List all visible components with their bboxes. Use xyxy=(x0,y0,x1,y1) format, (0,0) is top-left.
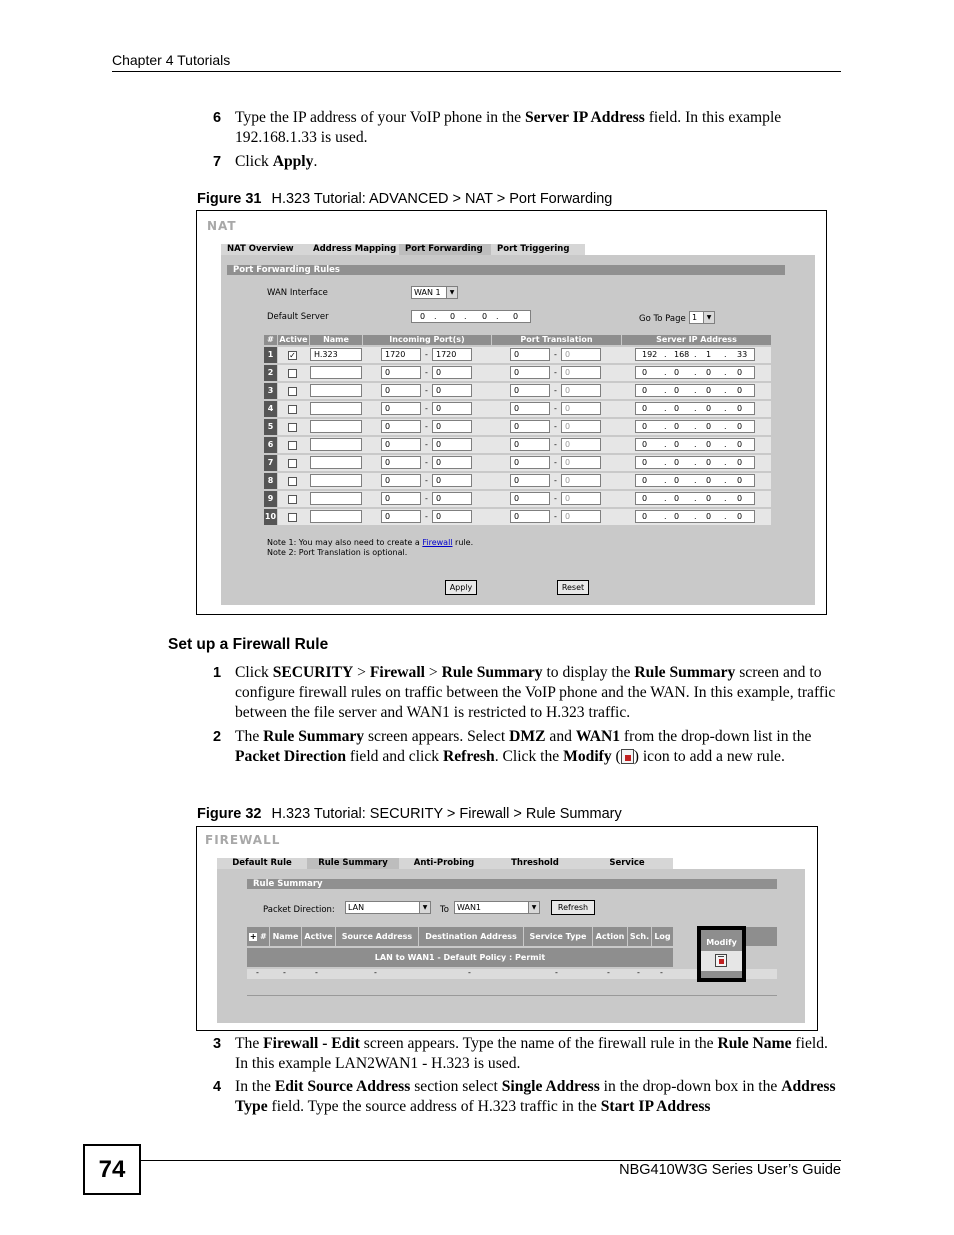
active-checkbox[interactable] xyxy=(288,495,297,504)
figure-title: H.323 Tutorial: SECURITY > Firewall > Rule Summary xyxy=(271,806,622,822)
modify-icon xyxy=(621,749,634,764)
empty-cell-dash: - xyxy=(374,968,377,977)
ip-octet: 0 xyxy=(706,440,712,449)
translation-end-port[interactable]: 0 xyxy=(561,402,601,415)
name-field[interactable] xyxy=(310,384,362,397)
translation-end-port[interactable]: 0 xyxy=(561,510,601,523)
translation-start-port[interactable]: 0 xyxy=(510,366,550,379)
row-number: 4 xyxy=(264,401,277,417)
range-dash: - xyxy=(425,512,428,521)
step-number: 3 xyxy=(213,1036,222,1052)
step-text: Click SECURITY > Firewall > Rule Summary to display the Rule Summary screen and to configure firewall rules on traffic between the VoIP phone and the WAN. In this example, traffic between the file server and WAN1 is restricted to H.323 traffic. xyxy=(235,664,836,721)
note-1-suffix: rule. xyxy=(452,538,474,547)
translation-end-port[interactable]: 0 xyxy=(561,492,601,505)
note-2: Note 2: Port Translation is optional. xyxy=(267,548,408,557)
ip-octet: 0 xyxy=(706,458,712,467)
ip-octet: 0 xyxy=(642,440,648,449)
step-text: The Rule Summary screen appears. Select DMZ and WAN1 from the drop-down list in the Packet Direction field and click Refresh. Click the Modify ( ) icon to add a new rule. xyxy=(235,728,812,765)
page-number: 74 xyxy=(83,1144,141,1195)
table-bottom-rule xyxy=(247,995,777,996)
go-to-page-label: Go To Page xyxy=(639,314,686,324)
figure-title: H.323 Tutorial: ADVANCED > NAT > Port Forwarding xyxy=(271,191,613,207)
incoming-start-port[interactable]: 0 xyxy=(381,366,421,379)
row-number: 7 xyxy=(264,455,277,471)
from-direction-value: LAN xyxy=(348,903,365,912)
range-dash: - xyxy=(425,458,428,467)
nat-tab-bar xyxy=(221,244,585,255)
server-ip-field[interactable]: 0 . 0 . 0 . 0 xyxy=(635,366,755,379)
ip-octet: 0 xyxy=(450,312,456,321)
range-dash: - xyxy=(425,422,428,431)
server-ip-field[interactable]: 0 . 0 . 0 . 0 xyxy=(635,384,755,397)
ip-octet: 168 xyxy=(674,350,690,359)
ip-octet: 0 xyxy=(674,404,680,413)
translation-start-port[interactable]: 0 xyxy=(510,510,550,523)
range-dash: - xyxy=(554,386,557,395)
active-checkbox[interactable] xyxy=(288,405,297,414)
range-dash: - xyxy=(425,350,428,359)
incoming-end-port[interactable]: 1720 xyxy=(432,348,472,361)
step-number: 4 xyxy=(213,1079,222,1095)
translation-end-port[interactable]: 0 xyxy=(561,348,601,361)
figure-31-caption xyxy=(197,191,612,207)
to-direction-select[interactable] xyxy=(454,901,540,914)
range-dash: - xyxy=(554,404,557,413)
row-number: 1 xyxy=(264,347,277,363)
ip-octet: 33 xyxy=(737,350,748,359)
range-dash: - xyxy=(425,368,428,377)
translation-start-port[interactable]: 0 xyxy=(510,420,550,433)
range-dash: - xyxy=(425,386,428,395)
active-checkbox[interactable] xyxy=(288,459,297,468)
server-ip-field[interactable]: 0 . 0 . 0 . 0 xyxy=(635,420,755,433)
incoming-start-port[interactable]: 0 xyxy=(381,438,421,451)
tab-anti-probing[interactable]: Anti-Probing xyxy=(413,858,475,868)
from-direction-select[interactable] xyxy=(345,901,431,914)
ip-octet: 0 xyxy=(706,512,712,521)
ip-octet: 0 xyxy=(642,494,648,503)
wan-interface-value: WAN 1 xyxy=(414,288,441,297)
empty-cell-dash: - xyxy=(637,968,640,977)
ip-octet: 0 xyxy=(706,404,712,413)
go-to-page-value: 1 xyxy=(692,313,698,322)
incoming-end-port[interactable]: 0 xyxy=(432,492,472,505)
row-number: 10 xyxy=(264,509,277,525)
col-source-address: Source Address xyxy=(336,927,418,946)
ip-octet: 0 xyxy=(706,494,712,503)
to-label: To xyxy=(440,905,449,915)
dropdown-arrow-icon: ▼ xyxy=(446,287,457,298)
range-dash: - xyxy=(554,422,557,431)
name-field[interactable] xyxy=(310,402,362,415)
wan-interface-label: WAN Interface xyxy=(267,288,328,298)
ip-octet: 0 xyxy=(706,476,712,485)
empty-cell-dash: - xyxy=(660,968,663,977)
note-1 xyxy=(267,538,473,547)
server-ip-field[interactable]: 0 . 0 . 0 . 0 xyxy=(635,402,755,415)
ip-octet: 0 xyxy=(737,440,743,449)
incoming-start-port[interactable]: 0 xyxy=(381,384,421,397)
col-number-label: # xyxy=(260,932,267,941)
ip-octet: 0 xyxy=(674,386,680,395)
note-1-text: Note 1: You may also need to create a xyxy=(267,538,423,547)
active-checkbox[interactable] xyxy=(288,387,297,396)
step-text: In the Edit Source Address section select Single Address in the drop-down box in the Address Type field. Type the source address of H.323 traffic in the Start IP Address xyxy=(235,1078,836,1115)
name-field[interactable] xyxy=(310,420,362,433)
ip-octet: 0 xyxy=(706,368,712,377)
to-direction-value: WAN1 xyxy=(457,903,482,912)
guide-title: NBG410W3G Series User’s Guide xyxy=(619,1162,841,1178)
port-forwarding-screen xyxy=(196,210,827,615)
col-number: # xyxy=(264,335,277,345)
translation-start-port[interactable]: 0 xyxy=(510,384,550,397)
incoming-start-port[interactable]: 0 xyxy=(381,510,421,523)
name-field[interactable] xyxy=(310,474,362,487)
step-text: Type the IP address of your VoIP phone in the Server IP Address field. In this example 192.168.1.33 is used. xyxy=(235,109,782,146)
active-checkbox[interactable]: ✓ xyxy=(289,351,296,360)
incoming-end-port[interactable]: 0 xyxy=(432,366,472,379)
active-checkbox[interactable] xyxy=(288,477,297,486)
incoming-end-port[interactable]: 0 xyxy=(432,474,472,487)
ip-octet: 0 xyxy=(674,476,680,485)
active-checkbox[interactable] xyxy=(288,441,297,450)
translation-start-port[interactable]: 0 xyxy=(510,456,550,469)
col-schedule: Sch. xyxy=(628,927,651,946)
ip-octet: 1 xyxy=(706,350,712,359)
ip-octet: 0 xyxy=(642,422,648,431)
ip-octet: 0 xyxy=(737,368,743,377)
col-port-translation: Port Translation xyxy=(492,335,621,345)
translation-end-port[interactable]: 0 xyxy=(561,420,601,433)
incoming-start-port[interactable]: 0 xyxy=(381,420,421,433)
range-dash: - xyxy=(554,350,557,359)
step-3 xyxy=(213,1034,843,1074)
name-field[interactable] xyxy=(310,438,362,451)
range-dash: - xyxy=(554,368,557,377)
translation-start-port[interactable]: 0 xyxy=(510,492,550,505)
step-text: Click Apply. xyxy=(235,153,318,170)
ip-octet: 0 xyxy=(706,386,712,395)
range-dash: - xyxy=(425,404,428,413)
translation-end-port[interactable]: 0 xyxy=(561,474,601,487)
tab-rule-summary[interactable]: Rule Summary xyxy=(307,858,399,869)
expand-icon[interactable]: + xyxy=(249,931,257,941)
server-ip-field[interactable]: 0 . 0 . 0 . 0 xyxy=(635,492,755,505)
ip-octet: 0 xyxy=(642,476,648,485)
translation-start-port[interactable]: 0 xyxy=(510,402,550,415)
empty-cell-dash: - xyxy=(555,968,558,977)
server-ip-field[interactable]: 0 . 0 . 0 . 0 xyxy=(635,456,755,469)
ip-octet: 0 xyxy=(482,312,488,321)
tab-default-rule[interactable]: Default Rule xyxy=(232,858,292,868)
content-panel xyxy=(221,255,815,605)
server-ip-field[interactable]: 192 . 168 . 1 . 33 xyxy=(635,348,755,361)
ip-octet: 0 xyxy=(674,512,680,521)
dropdown-arrow-icon: ▼ xyxy=(419,902,430,913)
default-server-ip[interactable]: 0 . 0 . 0 . 0 xyxy=(411,310,531,323)
ip-octet: 0 xyxy=(737,512,743,521)
tab-port-triggering[interactable]: Port Triggering xyxy=(497,244,570,254)
col-destination-address: Destination Address xyxy=(419,927,523,946)
active-checkbox[interactable] xyxy=(288,369,297,378)
translation-start-port[interactable]: 0 xyxy=(510,474,550,487)
ip-octet: 0 xyxy=(513,312,519,321)
name-field[interactable]: H.323 xyxy=(310,348,362,361)
step-number: 6 xyxy=(213,110,222,126)
section-header: Port Forwarding Rules xyxy=(227,265,785,275)
col-action: Action xyxy=(593,927,627,946)
row-number: 6 xyxy=(264,437,277,453)
translation-start-port[interactable]: 0 xyxy=(510,348,550,361)
modify-highlight xyxy=(697,926,746,982)
translation-start-port[interactable]: 0 xyxy=(510,438,550,451)
reset-button[interactable]: Reset xyxy=(557,580,589,595)
empty-cell-dash: - xyxy=(256,968,259,977)
col-name: Name xyxy=(310,335,362,345)
incoming-end-port[interactable]: 0 xyxy=(432,438,472,451)
refresh-button[interactable]: Refresh xyxy=(551,900,595,915)
ip-octet: 0 xyxy=(642,368,648,377)
ip-octet: 0 xyxy=(737,494,743,503)
firewall-tab-bar xyxy=(217,858,673,869)
incoming-end-port[interactable]: 0 xyxy=(432,402,472,415)
tab-address-mapping[interactable]: Address Mapping xyxy=(313,244,397,254)
dropdown-arrow-icon: ▼ xyxy=(528,902,539,913)
step-1 xyxy=(213,663,843,723)
modify-icon[interactable] xyxy=(715,954,727,967)
server-ip-field[interactable]: 0 . 0 . 0 . 0 xyxy=(635,474,755,487)
ip-octet: 0 xyxy=(642,458,648,467)
range-dash: - xyxy=(554,458,557,467)
active-checkbox[interactable] xyxy=(288,513,297,522)
footer-rule xyxy=(141,1160,841,1161)
figure-label: Figure 32 xyxy=(197,806,262,822)
step-6 xyxy=(213,108,843,148)
ip-octet: 0 xyxy=(737,458,743,467)
ip-octet: 0 xyxy=(674,458,680,467)
name-field[interactable] xyxy=(310,510,362,523)
server-ip-field[interactable]: 0 . 0 . 0 . 0 xyxy=(635,438,755,451)
incoming-end-port[interactable]: 0 xyxy=(432,420,472,433)
figure-32-caption xyxy=(197,806,622,822)
row-number: 8 xyxy=(264,473,277,489)
col-name: Name xyxy=(270,927,301,946)
incoming-start-port[interactable]: 0 xyxy=(381,456,421,469)
screen-title: FIREWALL xyxy=(205,833,281,847)
range-dash: - xyxy=(554,476,557,485)
incoming-end-port[interactable]: 0 xyxy=(432,456,472,469)
row-number: 5 xyxy=(264,419,277,435)
name-field[interactable] xyxy=(310,366,362,379)
ip-octet: 0 xyxy=(642,404,648,413)
range-dash: - xyxy=(554,512,557,521)
header-rule xyxy=(112,71,841,72)
empty-cell-dash: - xyxy=(315,968,318,977)
incoming-start-port[interactable]: 0 xyxy=(381,492,421,505)
empty-cell-dash: - xyxy=(607,968,610,977)
tab-threshold[interactable]: Threshold xyxy=(511,858,559,868)
default-policy-label: LAN to WAN1 - Default Policy : Permit xyxy=(374,953,546,962)
empty-cell-dash: - xyxy=(283,968,286,977)
tab-service[interactable]: Service xyxy=(609,858,645,868)
range-dash: - xyxy=(554,440,557,449)
step-4 xyxy=(213,1077,843,1117)
figure-label: Figure 31 xyxy=(197,191,262,207)
packet-direction-label: Packet Direction: xyxy=(263,905,335,915)
step-number: 7 xyxy=(213,154,222,170)
col-modify: Modify xyxy=(706,938,737,947)
col-server-ip: Server IP Address xyxy=(622,335,771,345)
ip-octet: 0 xyxy=(737,476,743,485)
row-number: 9 xyxy=(264,491,277,507)
row-number: 2 xyxy=(264,365,277,381)
active-checkbox[interactable] xyxy=(288,423,297,432)
rule-summary-screen xyxy=(196,826,818,1031)
apply-button[interactable]: Apply xyxy=(445,580,477,595)
translation-end-port[interactable]: 0 xyxy=(561,366,601,379)
ip-octet: 0 xyxy=(737,422,743,431)
section-header: Rule Summary xyxy=(247,879,777,889)
tab-nat-overview[interactable]: NAT Overview xyxy=(227,244,294,254)
incoming-start-port[interactable]: 0 xyxy=(381,402,421,415)
col-service-type: Service Type xyxy=(524,927,592,946)
ip-octet: 0 xyxy=(674,440,680,449)
firewall-link[interactable]: Firewall xyxy=(422,538,453,547)
step-text: The Firewall - Edit screen appears. Type the name of the firewall rule in the Rule Name field. In this example LAN2WAN1 - H.323 is used. xyxy=(235,1035,828,1072)
chapter-header: Chapter 4 Tutorials xyxy=(112,52,231,68)
translation-end-port[interactable]: 0 xyxy=(561,456,601,469)
translation-end-port[interactable]: 0 xyxy=(561,384,601,397)
ip-octet: 0 xyxy=(706,422,712,431)
ip-octet: 192 xyxy=(642,350,658,359)
go-to-page-select[interactable] xyxy=(689,311,715,324)
step-2 xyxy=(213,727,843,767)
col-log: Log xyxy=(652,927,673,946)
ip-octet: 0 xyxy=(420,312,426,321)
ip-octet: 0 xyxy=(737,404,743,413)
col-incoming-ports: Incoming Port(s) xyxy=(363,335,491,345)
col-active: Active xyxy=(302,927,335,946)
col-active: Active xyxy=(279,335,308,344)
ip-octet: 0 xyxy=(674,422,680,431)
ip-octet: 0 xyxy=(737,386,743,395)
step-7 xyxy=(213,152,843,172)
range-dash: - xyxy=(425,440,428,449)
incoming-end-port[interactable]: 0 xyxy=(432,384,472,397)
ip-octet: 0 xyxy=(674,368,680,377)
incoming-start-port[interactable]: 1720 xyxy=(381,348,421,361)
dropdown-arrow-icon: ▼ xyxy=(703,312,714,323)
translation-end-port[interactable]: 0 xyxy=(561,438,601,451)
tab-port-forwarding[interactable]: Port Forwarding xyxy=(399,244,491,255)
range-dash: - xyxy=(425,494,428,503)
ip-octet: 0 xyxy=(642,512,648,521)
wan-interface-select[interactable] xyxy=(411,286,458,299)
step-number: 1 xyxy=(213,665,222,681)
name-field[interactable] xyxy=(310,492,362,505)
server-ip-field[interactable]: 0 . 0 . 0 . 0 xyxy=(635,510,755,523)
row-number: 3 xyxy=(264,383,277,399)
incoming-end-port[interactable]: 0 xyxy=(432,510,472,523)
range-dash: - xyxy=(425,476,428,485)
default-server-label: Default Server xyxy=(267,312,329,322)
step-number: 2 xyxy=(213,729,222,745)
screen-title: NAT xyxy=(207,219,237,233)
ip-octet: 0 xyxy=(674,494,680,503)
col-number xyxy=(247,927,269,946)
ip-octet: 0 xyxy=(642,386,648,395)
range-dash: - xyxy=(554,494,557,503)
incoming-start-port[interactable]: 0 xyxy=(381,474,421,487)
section-heading: Set up a Firewall Rule xyxy=(168,636,329,653)
empty-cell-dash: - xyxy=(468,968,471,977)
name-field[interactable] xyxy=(310,456,362,469)
